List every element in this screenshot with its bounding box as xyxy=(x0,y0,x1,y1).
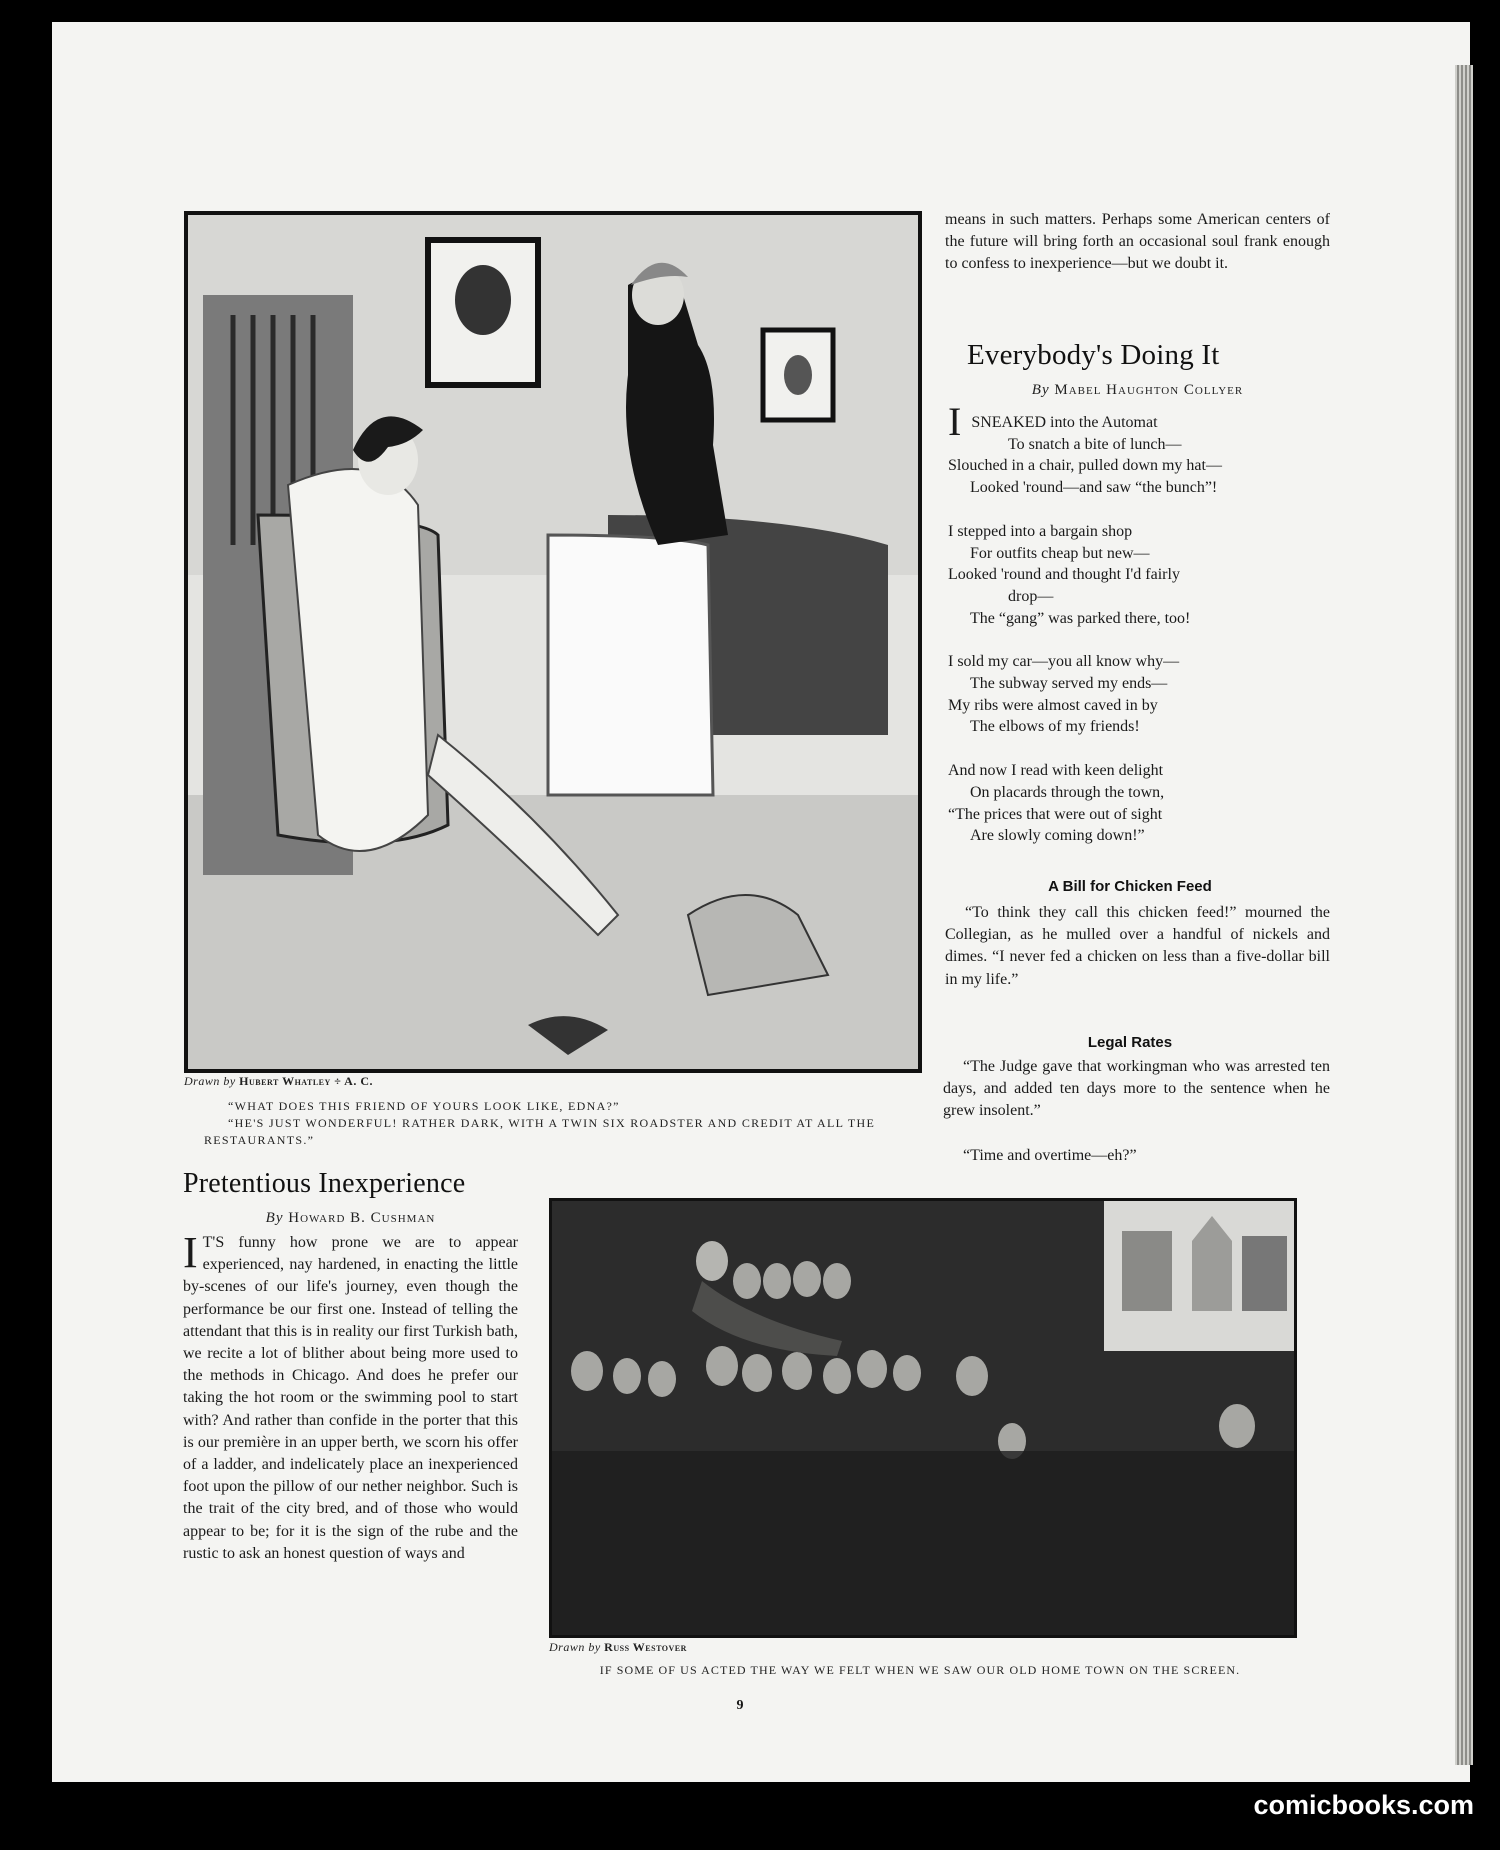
poem-stanza-1: ISNEAKED into the Automat To snatch a bite of lunch— Slouched in a chair, pulled down my hat— Looked 'round—and saw “the bunch”! xyxy=(948,399,1222,497)
top-illustration xyxy=(184,211,922,1073)
poem-stanza-2: I stepped into a bargain shop For outfits cheap but new— Looked 'round and thought I'd fairly drop— The “gang” was parked there, too! xyxy=(948,522,1191,627)
poem-stanza-4: And now I read with keen delight On placards through the town, “The prices that were out of sight Are slowly coming down!” xyxy=(948,762,1165,845)
page-number: 9 xyxy=(736,1698,744,1713)
chicken-feed-text: “To think they call this chicken feed!” mourned the Collegian, as he mulled over a handful of nickels and dimes. “I never fed a chicken on less than a five-dollar bill in my life.” xyxy=(945,904,1330,988)
article-text: I T'S funny how prone we are to appear experienced, nay hardened, in enacting the little by-scenes of our life's journey, even though the performance be our first one. Instead of telling the attendant that this is in reality our first Turkish bath, we recite a lot of blither about being more used to the methods in Chicago. And does he prefer our taking the hot room or the swimming pool to start with? And rather than confide in the porter that this is our première in an upper berth, we scorn his offer of a ladder, and indelicately place an inexperienced foot upon the pillow of our nether neighbor. Such is the trait of the city bred, and of those who would appear to be; for it is the sign of the rube and the rustic to ask an honest question of ways and xyxy=(183,1228,518,1562)
legal-rates-reply: “Time and overtime—eh?” xyxy=(963,1147,1137,1164)
continuation-paragraph: means in such matters. Perhaps some American centers of the future will bring forth an occasional soul frank enough to confess to inexperience—but we doubt it. xyxy=(945,211,1330,273)
watermark: comicbooks.com xyxy=(1253,1790,1474,1820)
article-title: Pretentious Inexperience xyxy=(183,1168,466,1199)
top-illustration-caption xyxy=(204,1098,894,1149)
poem-byline: By Mabel Haughton Collyer xyxy=(1031,382,1244,398)
poem-stanza-3: I sold my car—you all know why— The subway served my ends— My ribs were almost caved in by The elbows of my friends! xyxy=(948,653,1180,736)
caption-line-1: “WHAT DOES THIS FRIEND OF YOURS LOOK LIKE, EDNA?” xyxy=(228,1099,620,1113)
chicken-feed-title: A Bill for Chicken Feed xyxy=(1048,878,1212,895)
legal-rates-title: Legal Rates xyxy=(1087,1034,1173,1051)
top-illustration-credit: Drawn by Hubert Whatley ÷ A. C. xyxy=(184,1074,374,1088)
caption-line-2: “HE'S JUST WONDERFUL! RATHER DARK, WITH A TWIN SIX ROADSTER AND CREDIT AT ALL THE RESTAURANTS.” xyxy=(204,1116,876,1147)
poem-drop-cap: I xyxy=(948,399,962,444)
legal-rates-text: “The Judge gave that workingman who was arrested ten days, and added ten days more to the sentence when he grew insolent.” xyxy=(943,1058,1330,1120)
article-drop-cap: I xyxy=(183,1228,198,1277)
poem-body xyxy=(948,399,1318,869)
poem-title: Everybody's Doing It xyxy=(967,339,1220,371)
bottom-illustration xyxy=(549,1198,1297,1638)
article-byline: By Howard B. Cushman xyxy=(265,1210,436,1226)
bottom-illustration-caption: IF SOME OF US ACTED THE WAY WE FELT WHEN WE SAW OUR OLD HOME TOWN ON THE SCREEN. xyxy=(599,1663,1241,1677)
page-edge-stack xyxy=(1455,65,1473,1765)
bottom-illustration-credit: Drawn by Russ Westover xyxy=(549,1640,687,1654)
